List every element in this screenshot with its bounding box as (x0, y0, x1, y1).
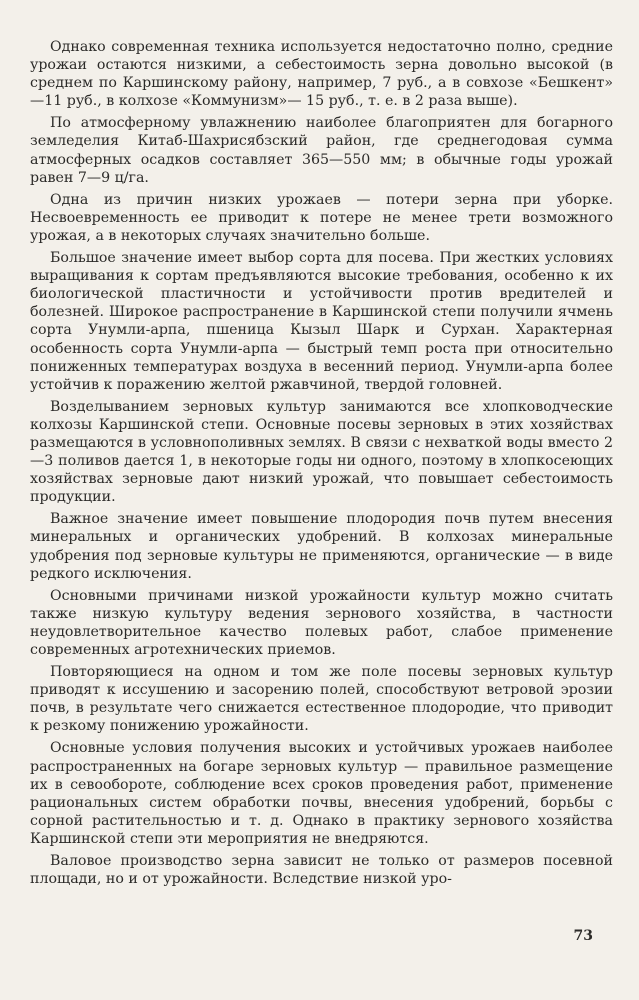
paragraph-4: Большое значение имеет выбор сорта для посева. При жестких условиях выращивания к сортам предъявляются высокие требования, особенно к их биологической пластичности и устойчивости против вредителей и болезней. Широкое распространение в Каршинской степи получили ячмень сорта Унумли-арпа, пшеница Кызыл Шарк и Сурхан. Характерная особенность сорта Унумли-арпа — быстрый темп роста при относительно пониженных температурах воздуха в весенний период. Унумли-арпа более устойчив к поражению желтой ржавчиной, твердой головней. (30, 250, 613, 393)
paragraph-9: Основные условия получения высоких и устойчивых урожаев наиболее распространенных на богаре зерновых культур — правильное размещение их в севообороте, соблюдение всех сроков проведения работ, применение рациональных систем обработки почвы, внесения удобрений, борьбы с сорной растительностью и т. д. Однако в практику зернового хозяйства Каршинской степи эти мероприятия не внедряются. (30, 740, 613, 847)
paragraph-10: Валовое производство зерна зависит не только от размеров посевной площади, но и от урожайности. Вследствие низкой уро- (30, 853, 613, 888)
paragraph-8: Повторяющиеся на одном и том же поле посевы зерновых культур приводят к иссушению и засорению полей, способствуют ветровой эрозии почв, в результате чего снижается естественное плодородие, что приводит к резкому понижению урожайности. (30, 664, 613, 735)
page-body (30, 38, 613, 888)
page-number: 73 (573, 928, 593, 944)
paragraph-3: Одна из причин низких урожаев — потери зерна при уборке. Несвоевременность ее приводит к потере не менее трети возможного урожая, а в некоторых случаях значительно больше. (30, 191, 613, 244)
paragraph-1: Однако современная техника используется недостаточно полно, средние урожаи остаются низкими, а себестоимость зерна довольно высокой (в среднем по Каршинскому району, например, 7 руб., а в совхозе «Бешкент» —11 руб., в колхозе «Коммунизм»— 15 руб., т. е. в 2 раза выше). (30, 39, 613, 110)
paragraph-6: Важное значение имеет повышение плодородия почв путем внесения минеральных и органических удобрений. В колхозах минеральные удобрения под зерновые культуры не применяются, органические — в виде редкого исключения. (30, 511, 613, 582)
paragraph-7: Основными причинами низкой урожайности культур можно считать также низкую культуру ведения зернового хозяйства, в частности неудовлетворительное качество полевых работ, слабое применение современных агротехнических приемов. (30, 587, 613, 658)
paragraph-2: По атмосферному увлажнению наиболее благоприятен для богарного земледелия Китаб-Шахрисябзский район, где среднегодовая сумма атмосферных осадков составляет 365—550 мм; в обычные годы урожай равен 7—9 ц/га. (30, 115, 613, 186)
paragraph-5: Возделыванием зерновых культур занимаются все хлопководческие колхозы Каршинской степи. Основные посевы зерновых в этих хозяйствах размещаются в условнополивных землях. В связи с нехваткой воды вместо 2—3 поливов дается 1, в некоторые годы ни одного, поэтому в хлопкосеющих хозяйствах зерновые дают низкий урожай, что повышает себестоимость продукции. (30, 398, 613, 506)
